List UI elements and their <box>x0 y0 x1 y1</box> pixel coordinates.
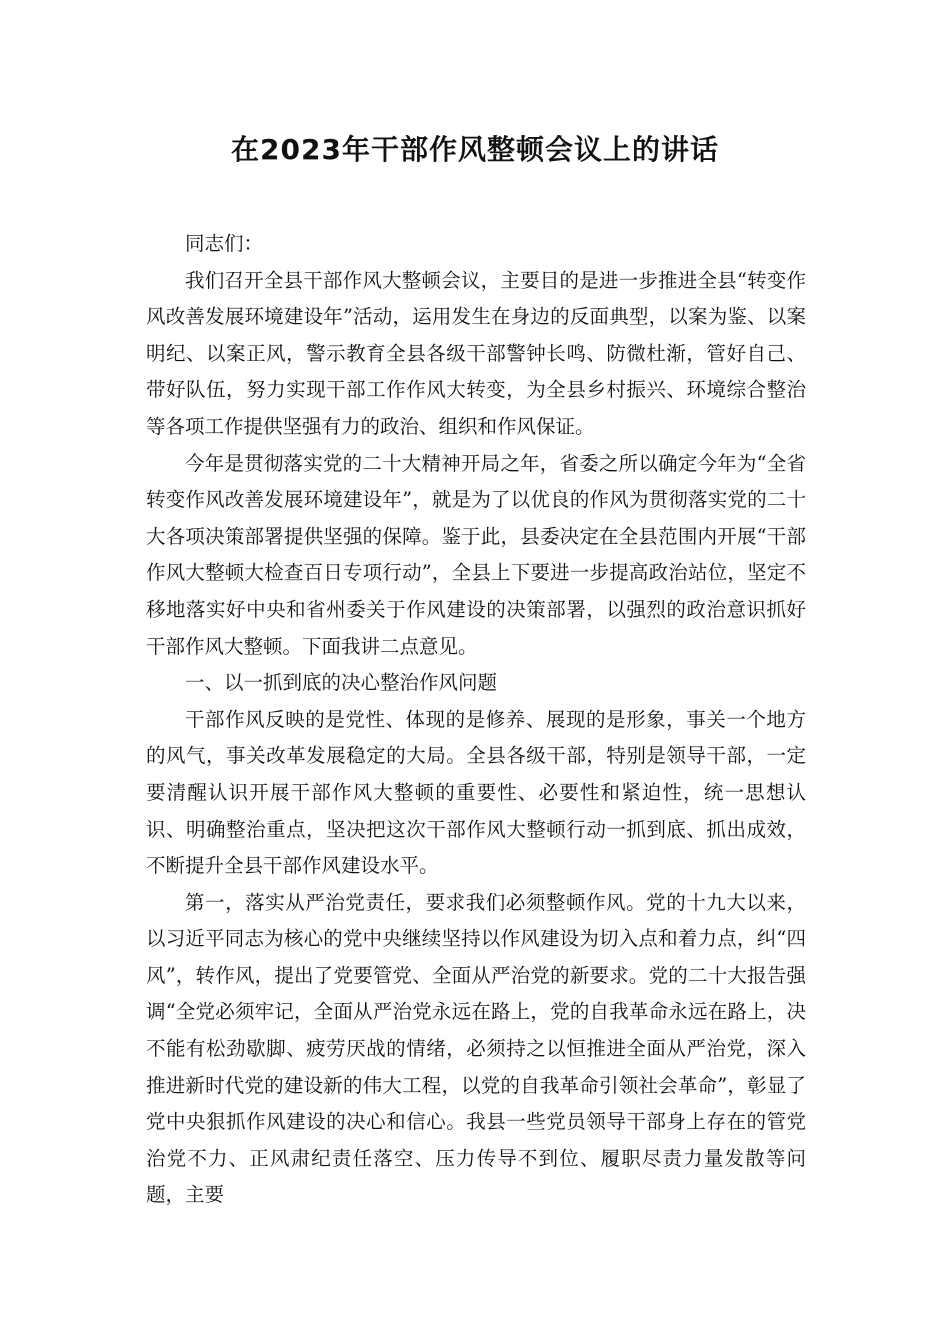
paragraph-4: 第一，落实从严治党责任，要求我们必须整顿作风。党的十九大以来，以习近平同志为核心的党中央继续坚持以作风建设为切入点和着力点，纠“四风”，转作风，提出了党要管党、全面从严治党的新要求。党的二十大报告强调“全党必须牢记，全面从严治党永远在路上，党的自我革命永远在路上，决不能有松劲歇脚、疲劳厌战的情绪，必须持之以恒推进全面从严治党，深入推进新时代党的建设新的伟大工程，以党的自我革命引领社会革命”，彰显了党中央狠抓作风建设的决心和信心。我县一些党员领导干部身上存在的管党治党不力、正风肃纪责任落空、压力传导不到位、履职尽责力量发散等问题，主要 <box>146 890 806 1207</box>
document-title: 在2023年干部作风整顿会议上的讲话 <box>231 133 719 166</box>
salutation: 同志们： <box>185 232 264 255</box>
document-body <box>146 226 806 1214</box>
paragraph-2: 今年是贯彻落实党的二十大精神开局之年，省委之所以确定今年为“全省转变作风改善发展环境建设年”，就是为了以优良的作风为贯彻落实党的二十大各项决策部署提供坚强的保障。鉴于此，县委决定在全县范围内开展“干部作风大整顿大检查百日专项行动”，全县上下要进一步提高政治站位，坚定不移地落实好中央和省州委关于作风建设的决策部署，以强烈的政治意识抓好干部作风大整顿。下面我讲二点意见。 <box>146 451 806 658</box>
paragraph-3: 干部作风反映的是党性、体现的是修养、展现的是形象，事关一个地方的风气，事关改革发展稳定的大局。全县各级干部，特别是领导干部，一定要清醒认识开展干部作风大整顿的重要性、必要性和紧迫性，统一思想认识、明确整治重点，坚决把这次干部作风大整顿行动一抓到底、抓出成效，不断提升全县干部作风建设水平。 <box>146 707 806 878</box>
section-heading-1: 一、以一抓到底的决心整治作风问题 <box>185 671 498 695</box>
paragraph-1: 我们召开全县干部作风大整顿会议，主要目的是进一步推进全县“转变作风改善发展环境建设年”活动，运用发生在身边的反面典型，以案为鉴、以案明纪、以案正风，警示教育全县各级干部警钟长鸣、防微杜渐，管好自己、带好队伍，努力实现干部工作作风大转变，为全县乡村振兴、环境综合整治等各项工作提供坚强有力的政治、组织和作风保证。 <box>146 268 806 438</box>
